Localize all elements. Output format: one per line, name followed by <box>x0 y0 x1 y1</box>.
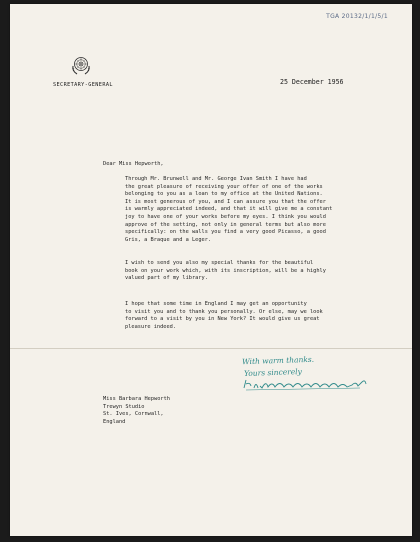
letter-page <box>10 4 412 536</box>
salutation: Dear Miss Hepworth, <box>103 161 164 167</box>
office-title: SECRETARY-GENERAL <box>53 82 113 88</box>
body-paragraph-1: Through Mr. Brunwell and Mr. George Ivan Smith I have had the great pleasure of receiving your offer of one of the works belonging to you as a loan to my office at the United Nations. It is most generous of you, and I can assure you that the offer is warmly appreciated indeed, and that it will give me a constant joy to have one of your works before my eyes. I think you would approve of the setting, not only in general terms but also more specifically: on the walls you find a very good Picasso, a good Gris, a Braque and a Leger. <box>125 176 333 243</box>
handwritten-closing-sincerely: Yours sincerely <box>243 366 302 379</box>
archive-reference: TGA 20132/1/1/5/1 <box>326 13 388 20</box>
body-paragraph-3: I hope that some time in England I may get an opportunity to visit you and to thank you personally. Or else, may we look forward to a visit by you in New York? It would give us great pleasure indeed. <box>125 301 323 330</box>
handwritten-closing-thanks: With warm thanks. <box>241 354 315 367</box>
paper-fold-line <box>10 348 412 349</box>
letter-date: 25 December 1956 <box>280 78 344 86</box>
body-paragraph-2: I wish to send you also my special thanks for the beautiful book on your work which, with its inscription, will be a highly valued part of my library. <box>125 260 326 282</box>
handwritten-signature <box>242 376 374 394</box>
recipient-address: Miss Barbara Hepworth Trewyn Studio St. Ives, Cornwall, England <box>103 396 170 425</box>
un-emblem-icon <box>70 54 92 76</box>
